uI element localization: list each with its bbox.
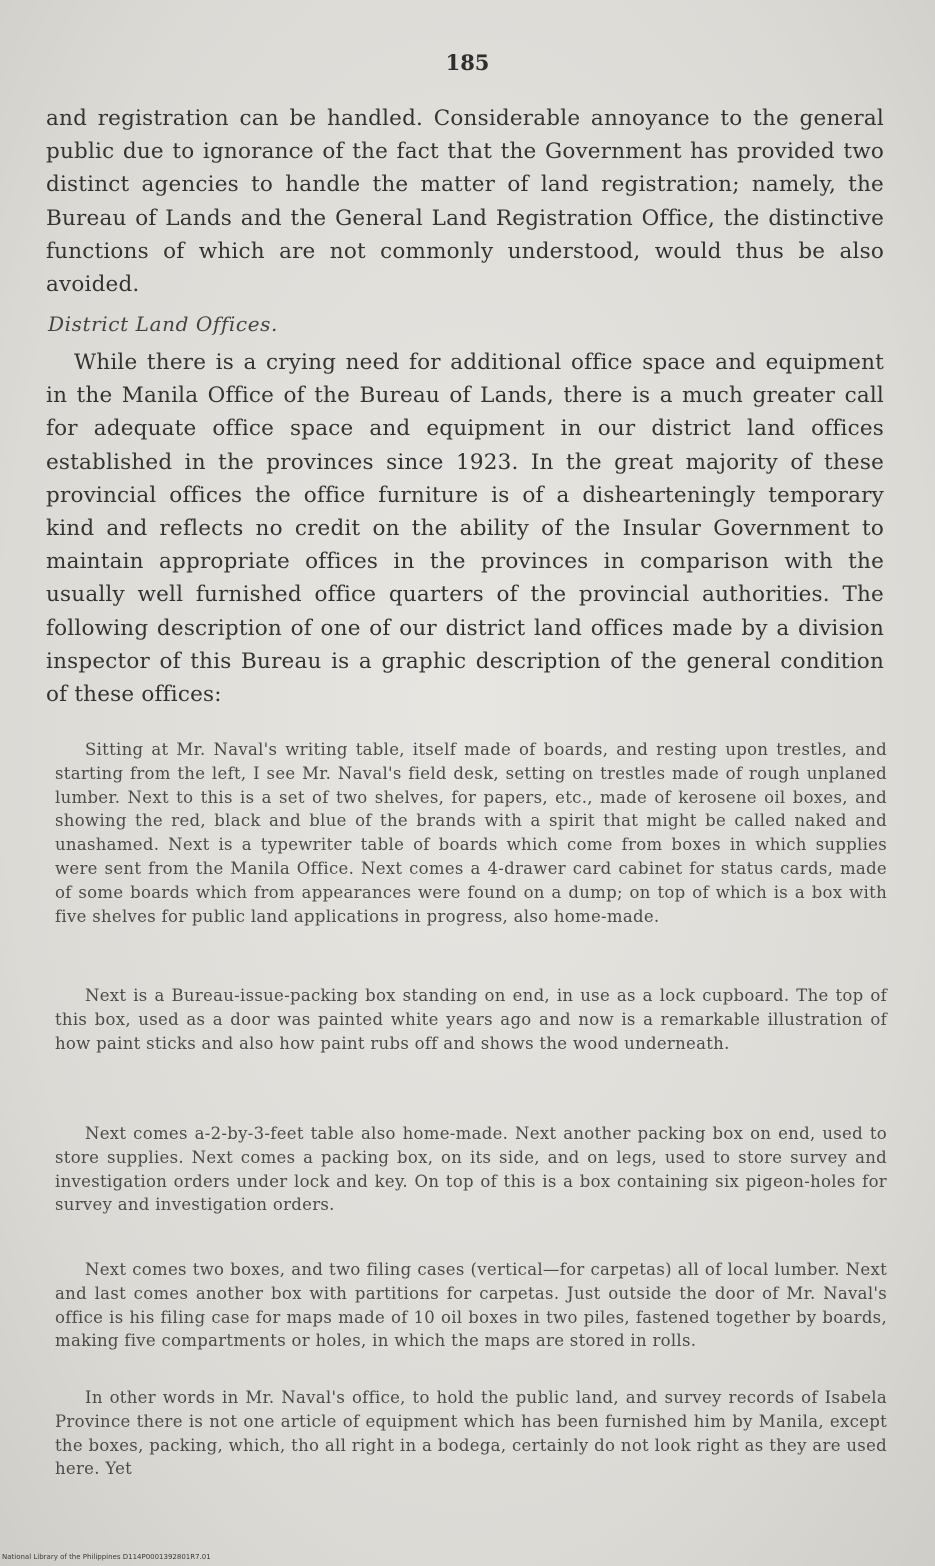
quote-paragraph: Next comes a-2-by-3-feet table also home-made. Next another packing box on end, used to store supplies. Next comes a packing box, on its side, and on legs, used to store survey and investigation orders under lock and key. On top of this is a box containing six pigeon-holes for survey and investigation orders. — [55, 1124, 887, 1215]
quote-paragraph: In other words in Mr. Naval's office, to hold the public land, and survey records of Isabela Province there is not one article of equipment which has been furnished him by Manila, except the boxes, packing, which, tho all right in a bodega, certainly do not look right as they are used here. Yet — [55, 1388, 887, 1479]
quote-paragraph: Next comes two boxes, and two filing cases (vertical—for carpetas) all of local lumber. Next and last comes another box with partitions for carpetas. Just outside the door of Mr. Naval's office is his filing case for maps made of 10 oil boxes in two piles, fastened together by boards, making five compartments or holes, in which the maps are stored in rolls. — [55, 1260, 887, 1351]
quote-block — [55, 738, 887, 928]
section-heading: District Land Offices. — [48, 312, 278, 336]
quote-block — [55, 984, 887, 1055]
quote-block — [55, 1122, 887, 1217]
quote-block — [55, 1258, 887, 1353]
page-number: 185 — [445, 50, 490, 75]
quote-block — [55, 1386, 887, 1481]
quote-paragraph: Next is a Bureau-issue-packing box standing on end, in use as a lock cupboard. The top of this box, used as a door was painted white years ago and now is a remarkable illustration of how paint sticks and also how paint rubs off and shows the wood underneath. — [55, 986, 887, 1053]
footer-attribution: National Library of the Philippines D114P0001392801R7.01 — [2, 1553, 211, 1561]
paragraph-land-registration: and registration can be handled. Considerable annoyance to the general public due to ignorance of the fact that the Government has provided two distinct agencies to handle the matter of land registration; namely, the Bureau of Lands and the General Land Registration Office, the distinctive functions of which are not commonly understood, would thus be also avoided. — [46, 106, 884, 298]
quote-paragraph: Sitting at Mr. Naval's writing table, itself made of boards, and resting upon trestles, and starting from the left, I see Mr. Naval's field desk, setting on trestles made of rough unplaned lumber. Next to this is a set of two shelves, for papers, etc., made of kerosene oil boxes, and showing the red, black and blue of the brands with a spirit that might be called naked and unashamed. Next is a typewriter table of boards which come from boxes in which supplies were sent from the Manila Office. Next comes a 4-drawer card cabinet for status cards, made of some boards which from appearances were found on a dump; on top of which is a box with five shelves for public land applications in progress, also home-made. — [55, 740, 887, 926]
paragraph-district-offices: While there is a crying need for additional office space and equipment in the Manila Office of the Bureau of Lands, there is a much greater call for adequate office space and equipment in our district land offices established in the provinces since 1923. In the great majority of these provincial offices the office furniture is of a dishearteningly temporary kind and reflects no credit on the ability of the Insular Government to maintain appropriate offices in the provinces in comparison with the usually well furnished office quarters of the provincial authorities. The following description of one of our district land offices made by a division inspector of this Bureau is a graphic description of the general condition of these offices: — [46, 350, 884, 708]
